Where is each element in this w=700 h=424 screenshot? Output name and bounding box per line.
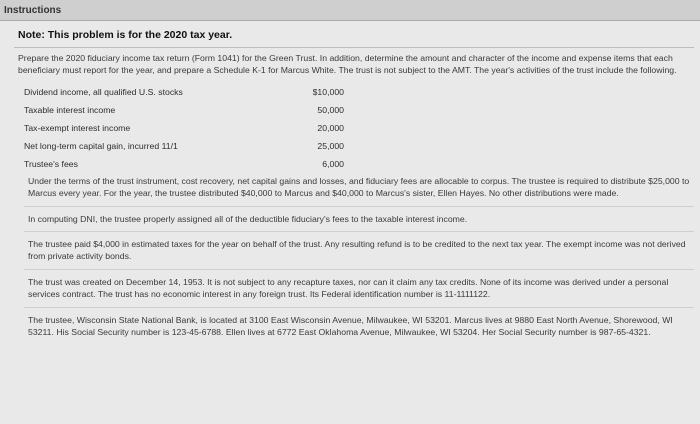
item-amount: 50,000 (317, 104, 344, 115)
divider (24, 206, 694, 207)
item-amount: 25,000 (317, 140, 344, 151)
instructions-title: Instructions (4, 4, 62, 16)
table-row (24, 101, 344, 119)
activities-table (24, 83, 344, 173)
item-label: Taxable interest income (24, 104, 116, 115)
instructions-header (0, 0, 700, 21)
item-label: Net long-term capital gain, incurred 11/1 (24, 140, 178, 151)
item-label: Tax-exempt interest income (24, 122, 131, 133)
instructions-content (14, 21, 694, 424)
item-label: Dividend income, all qualified U.S. stocks (24, 86, 183, 97)
table-row (24, 155, 344, 173)
note-text: Note: This problem is for the 2020 tax year. (18, 29, 233, 41)
divider (24, 307, 694, 308)
item-amount: 6,000 (322, 158, 344, 169)
divider (24, 269, 694, 270)
details-block (24, 175, 694, 339)
item-label: Trustee's fees (24, 158, 78, 169)
divider (14, 47, 694, 48)
trustee-address-paragraph: The trustee, Wisconsin State National Bank, is located at 3100 East Wisconsin Avenue, Milwaukee, WI 53201. Marcus lives at 9880 East North Avenue, Shorewood, WI 53211. His Social Security number is 123-45-6788. Ellen lives at 6772 East Oklahoma Avenue, Milwaukee, WI 53204. Her Social Security number is 987-65-4321. (28, 314, 673, 338)
dni-paragraph: In computing DNI, the trustee properly assigned all of the deductible fiduciary's fees to the taxable interest income. (28, 213, 468, 224)
table-row (24, 83, 344, 101)
distribution-paragraph: Under the terms of the trust instrument, cost recovery, net capital gains and losses, and fiduciary fees are allocable to corpus. The trustee is required to distribute $25,000 to Marcus every year. For the year, the trustee distributed $40,000 to Marcus and $40,000 to Marcus's sister, Ellen Hayes. No other distributions were made. (28, 175, 690, 199)
table-row (24, 119, 344, 137)
trust-creation-paragraph: The trust was created on December 14, 1953. It is not subject to any recapture taxes, nor can it claim any tax credits. None of its income was derived under a personal services contract. The trust has no economic interest in any foreign trust. Its Federal identification number is 11-1111122. (28, 276, 669, 300)
divider (24, 231, 694, 232)
item-amount: $10,000 (312, 86, 344, 97)
table-row (24, 137, 344, 155)
intro-paragraph: Prepare the 2020 fiduciary income tax return (Form 1041) for the Green Trust. In addition, determine the amount and character of the income and expense items that each beneficiary must report for the year, and prepare a Schedule K-1 for Marcus White. The trust is not subject to the AMT. The year's activities of the trust include the following. (18, 53, 677, 76)
item-amount: 20,000 (317, 122, 344, 133)
estimated-taxes-paragraph: The trustee paid $4,000 in estimated taxes for the year on behalf of the trust. Any resulting refund is to be credited to the next tax year. The exempt income was not derived from private activity bonds. (28, 239, 686, 262)
